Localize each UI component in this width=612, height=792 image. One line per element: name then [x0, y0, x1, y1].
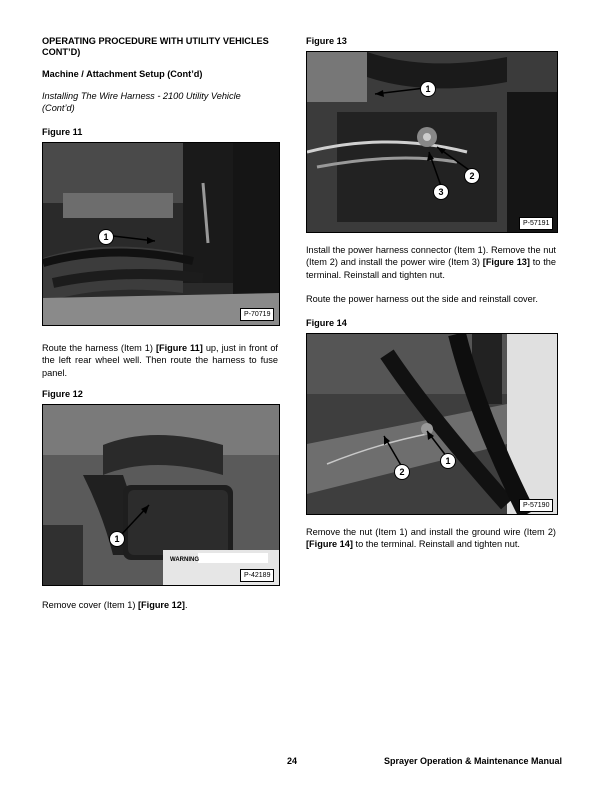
p1-text-c: up, just in front of the left rear wheel well. Then route the harness to fuse panel.: [42, 343, 278, 378]
fig12-callout-1: 1: [109, 531, 125, 547]
figure-13-photo: [306, 51, 558, 233]
fig14-callout-2: 2: [394, 464, 410, 480]
fig14-callout-1: 1: [440, 453, 456, 469]
p2-figure-ref: [Figure 12]: [137, 600, 185, 610]
figure-14-code: P-57190: [519, 499, 553, 512]
p3-text-c: to the terminal. Reinstall and tighten nut.: [306, 257, 556, 280]
p3-figure-ref: [Figure 13]: [482, 257, 530, 268]
section-title: OPERATING PROCEDURE WITH UTILITY VEHICLES CONT’D): [42, 36, 269, 57]
paragraph-install-connector: [306, 244, 556, 281]
p5-text-c: to the terminal. Reinstall and tighten nut.: [352, 539, 520, 550]
figure-13-label: Figure 13: [306, 36, 347, 46]
figure-12-photo: [42, 404, 280, 586]
italic-heading: Installing The Wire Harness - 2100 Utility Vehicle (Cont’d): [42, 91, 241, 113]
p1-text-a: Route the harness (Item 1): [42, 343, 156, 353]
paragraph-ground-wire: [306, 526, 556, 551]
p2-text-a: Remove cover (Item 1): [42, 600, 138, 610]
paragraph-route-harness: [42, 342, 278, 379]
figure-11-code: P-70719: [240, 308, 274, 321]
p1-figure-ref: [Figure 11]: [155, 343, 203, 353]
p4-text-a: Route the power harness out the side and reinstall cover.: [306, 294, 538, 304]
figure-12-code: P-42189: [240, 569, 274, 582]
figure-11-label: Figure 11: [42, 127, 83, 137]
p5-figure-ref: [Figure 14]: [306, 539, 353, 550]
figure-13-code: P-57191: [519, 217, 553, 230]
p5-text-a: Remove the nut (Item 1) and install the ground wire (Item 2): [306, 527, 556, 537]
figure-12-label: Figure 12: [42, 389, 83, 399]
p3-text-a: Install the power harness connector (Item 1). Remove the nut (Item 2) and install the power wire (Item 3): [306, 245, 556, 268]
fig11-callout-1: 1: [98, 229, 114, 245]
page-number: 24: [287, 756, 298, 766]
section-subtitle: Machine / Attachment Setup (Cont’d): [42, 69, 203, 79]
manual-title: Sprayer Operation & Maintenance Manual: [384, 756, 563, 766]
fig13-callout-3: 3: [433, 184, 449, 200]
fig13-callout-2: 2: [464, 168, 480, 184]
figure-14-label: Figure 14: [306, 318, 347, 328]
figure-11-photo: [42, 142, 280, 326]
paragraph-remove-cover: [42, 599, 278, 611]
warning-sticker-text: WARNING: [170, 557, 199, 563]
p2-text-c: .: [184, 600, 188, 610]
paragraph-route-power: [306, 293, 556, 305]
figure-14-photo: [306, 333, 558, 515]
fig13-callout-1: 1: [420, 81, 436, 97]
